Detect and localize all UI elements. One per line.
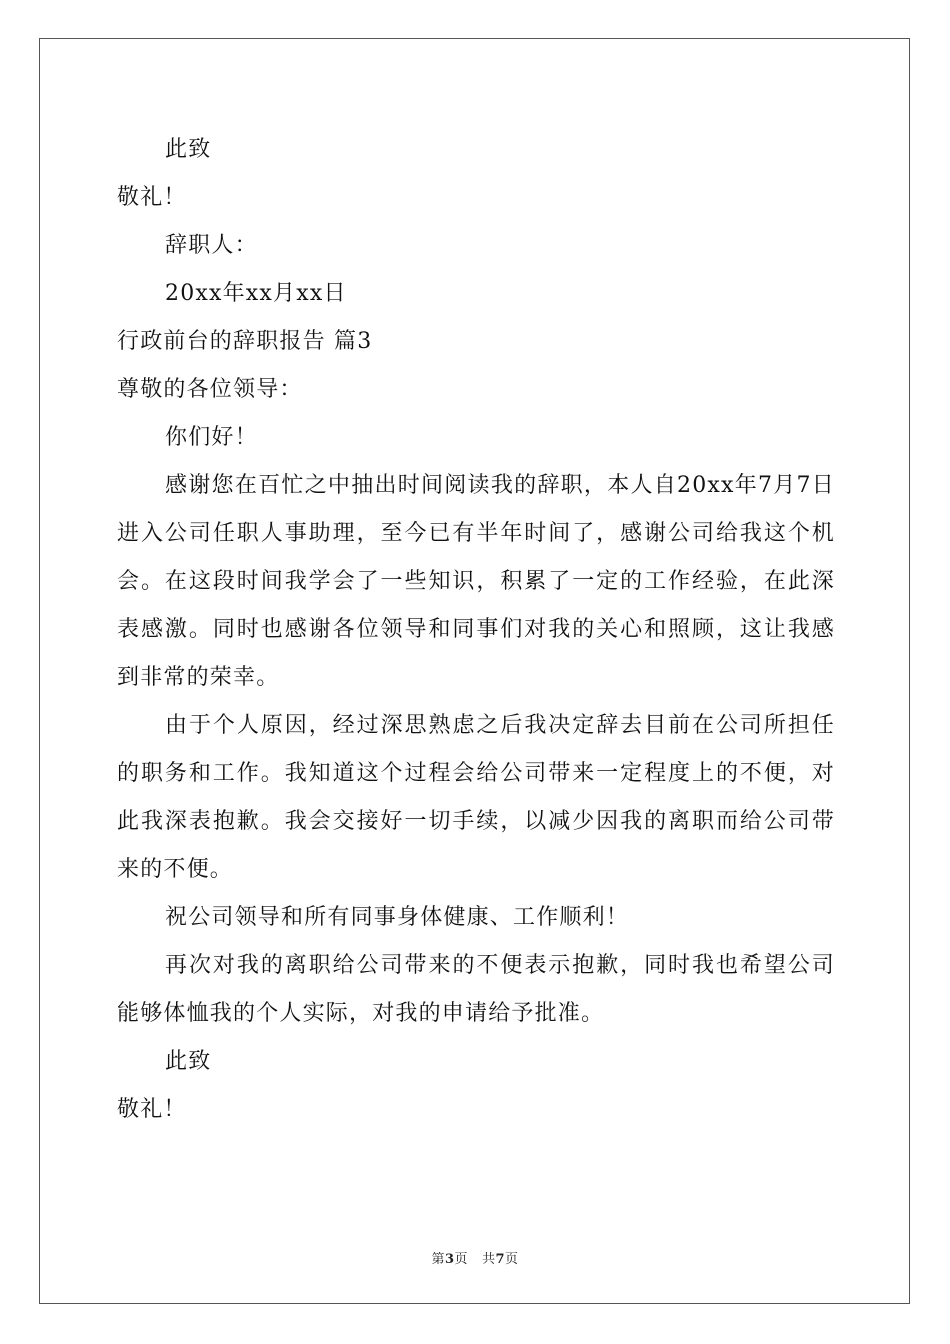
body-paragraph: 再次对我的离职给公司带来的不便表示抱歉，同时我也希望公司能够体恤我的个人实际，对我的申请给予批准。	[117, 953, 835, 1026]
section-heading: 行政前台的辞职报告 篇3	[117, 329, 373, 354]
closing-salutation: 此致	[165, 1049, 212, 1074]
body-paragraph: 祝公司领导和所有同事身体健康、工作顺利！	[165, 905, 630, 930]
total-prefix: 共	[481, 1252, 496, 1267]
body-paragraph: 由于个人原因，经过深思熟虑之后我决定辞去目前在公司所担任的职务和工作。我知道这个过程会给公司带来一定程度上的不便，对此我深表抱歉。我会交接好一切手续，以减少因我的离职而给公司带来的不便。	[117, 713, 835, 882]
letter-greeting: 尊敬的各位领导：	[117, 377, 303, 402]
document-body	[117, 126, 835, 1134]
signature-label: 辞职人：	[165, 233, 258, 258]
page-footer	[0, 1248, 950, 1267]
total-suffix: 页	[505, 1252, 519, 1267]
page-prefix: 第	[431, 1252, 445, 1267]
letter-hello: 你们好！	[165, 425, 258, 450]
closing-respect: 敬礼！	[117, 185, 187, 210]
closing-respect: 敬礼！	[117, 1097, 187, 1122]
total-pages: 7	[495, 1252, 506, 1267]
page-number: 3	[444, 1252, 455, 1267]
signature-date: 20xx年xx月xx日	[165, 281, 347, 306]
body-paragraph: 感谢您在百忙之中抽出时间阅读我的辞职，本人自20xx年7月7日进入公司任职人事助理，至今已有半年时间了，感谢公司给我这个机会。在这段时间我学会了一些知识，积累了一定的工作经验，在此深表感激。同时也感谢各位领导和同事们对我的关心和照顾，这让我感到非常的荣幸。	[117, 473, 835, 690]
closing-salutation: 此致	[165, 137, 212, 162]
page-suffix: 页	[454, 1252, 469, 1267]
